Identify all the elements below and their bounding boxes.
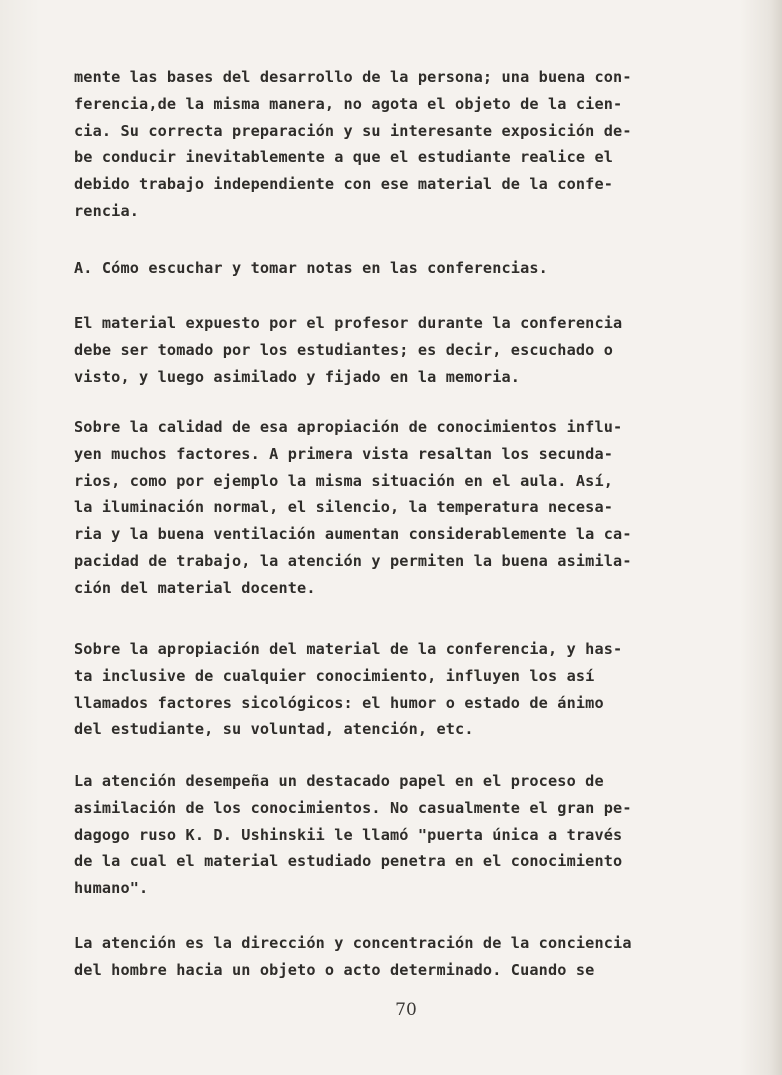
section-heading: A. Cómo escuchar y tomar notas en las conferencias. [74, 259, 548, 277]
paragraph-6: La atención es la dirección y concentración de la conciencia del hombre hacia un objeto o acto determinado. Cuando se [74, 934, 632, 979]
page-number: 70 [395, 1000, 417, 1020]
paragraph-2: El material expuesto por el profesor durante la conferencia debe ser tomado por los estudiantes; es decir, escuchado o visto, y luego asimilado y fijado en la memoria. [74, 314, 623, 386]
paragraph-3: Sobre la calidad de esa apropiación de conocimientos influ- yen muchos factores. A primera vista resaltan los secunda- rios, como por ejemplo la misma situación en el aula. Así, la iluminación normal, el silencio, la temperatura necesa- ria y la buena ventilación aumentan considerablemente la ca- pacidad de trabajo, la atención y permiten la buena asimila- ción del material docente. [74, 418, 632, 597]
paragraph-1: mente las bases del desarrollo de la persona; una buena con- ferencia,de la misma manera, no agota el objeto de la cien- cia. Su correcta preparación y su interesante exposición de- be conducir inevitablemente a que el estudiante realice el debido trabajo independiente con ese material de la confe- rencia. [74, 68, 632, 220]
paragraph-5: La atención desempeña un destacado papel en el proceso de asimilación de los conocimientos. No casualmente el gran pe- dagogo ruso K. D. Ushinskii le llamó "puerta única a través de la cual el material estudiado penetra en el conocimiento humano". [74, 772, 632, 898]
paragraph-4: Sobre la apropiación del material de la conferencia, y has- ta inclusive de cualquier conocimiento, influyen los así llamados factores sicológicos: el humor o estado de ánimo del estudiante, su voluntad, atención, etc. [74, 640, 623, 739]
